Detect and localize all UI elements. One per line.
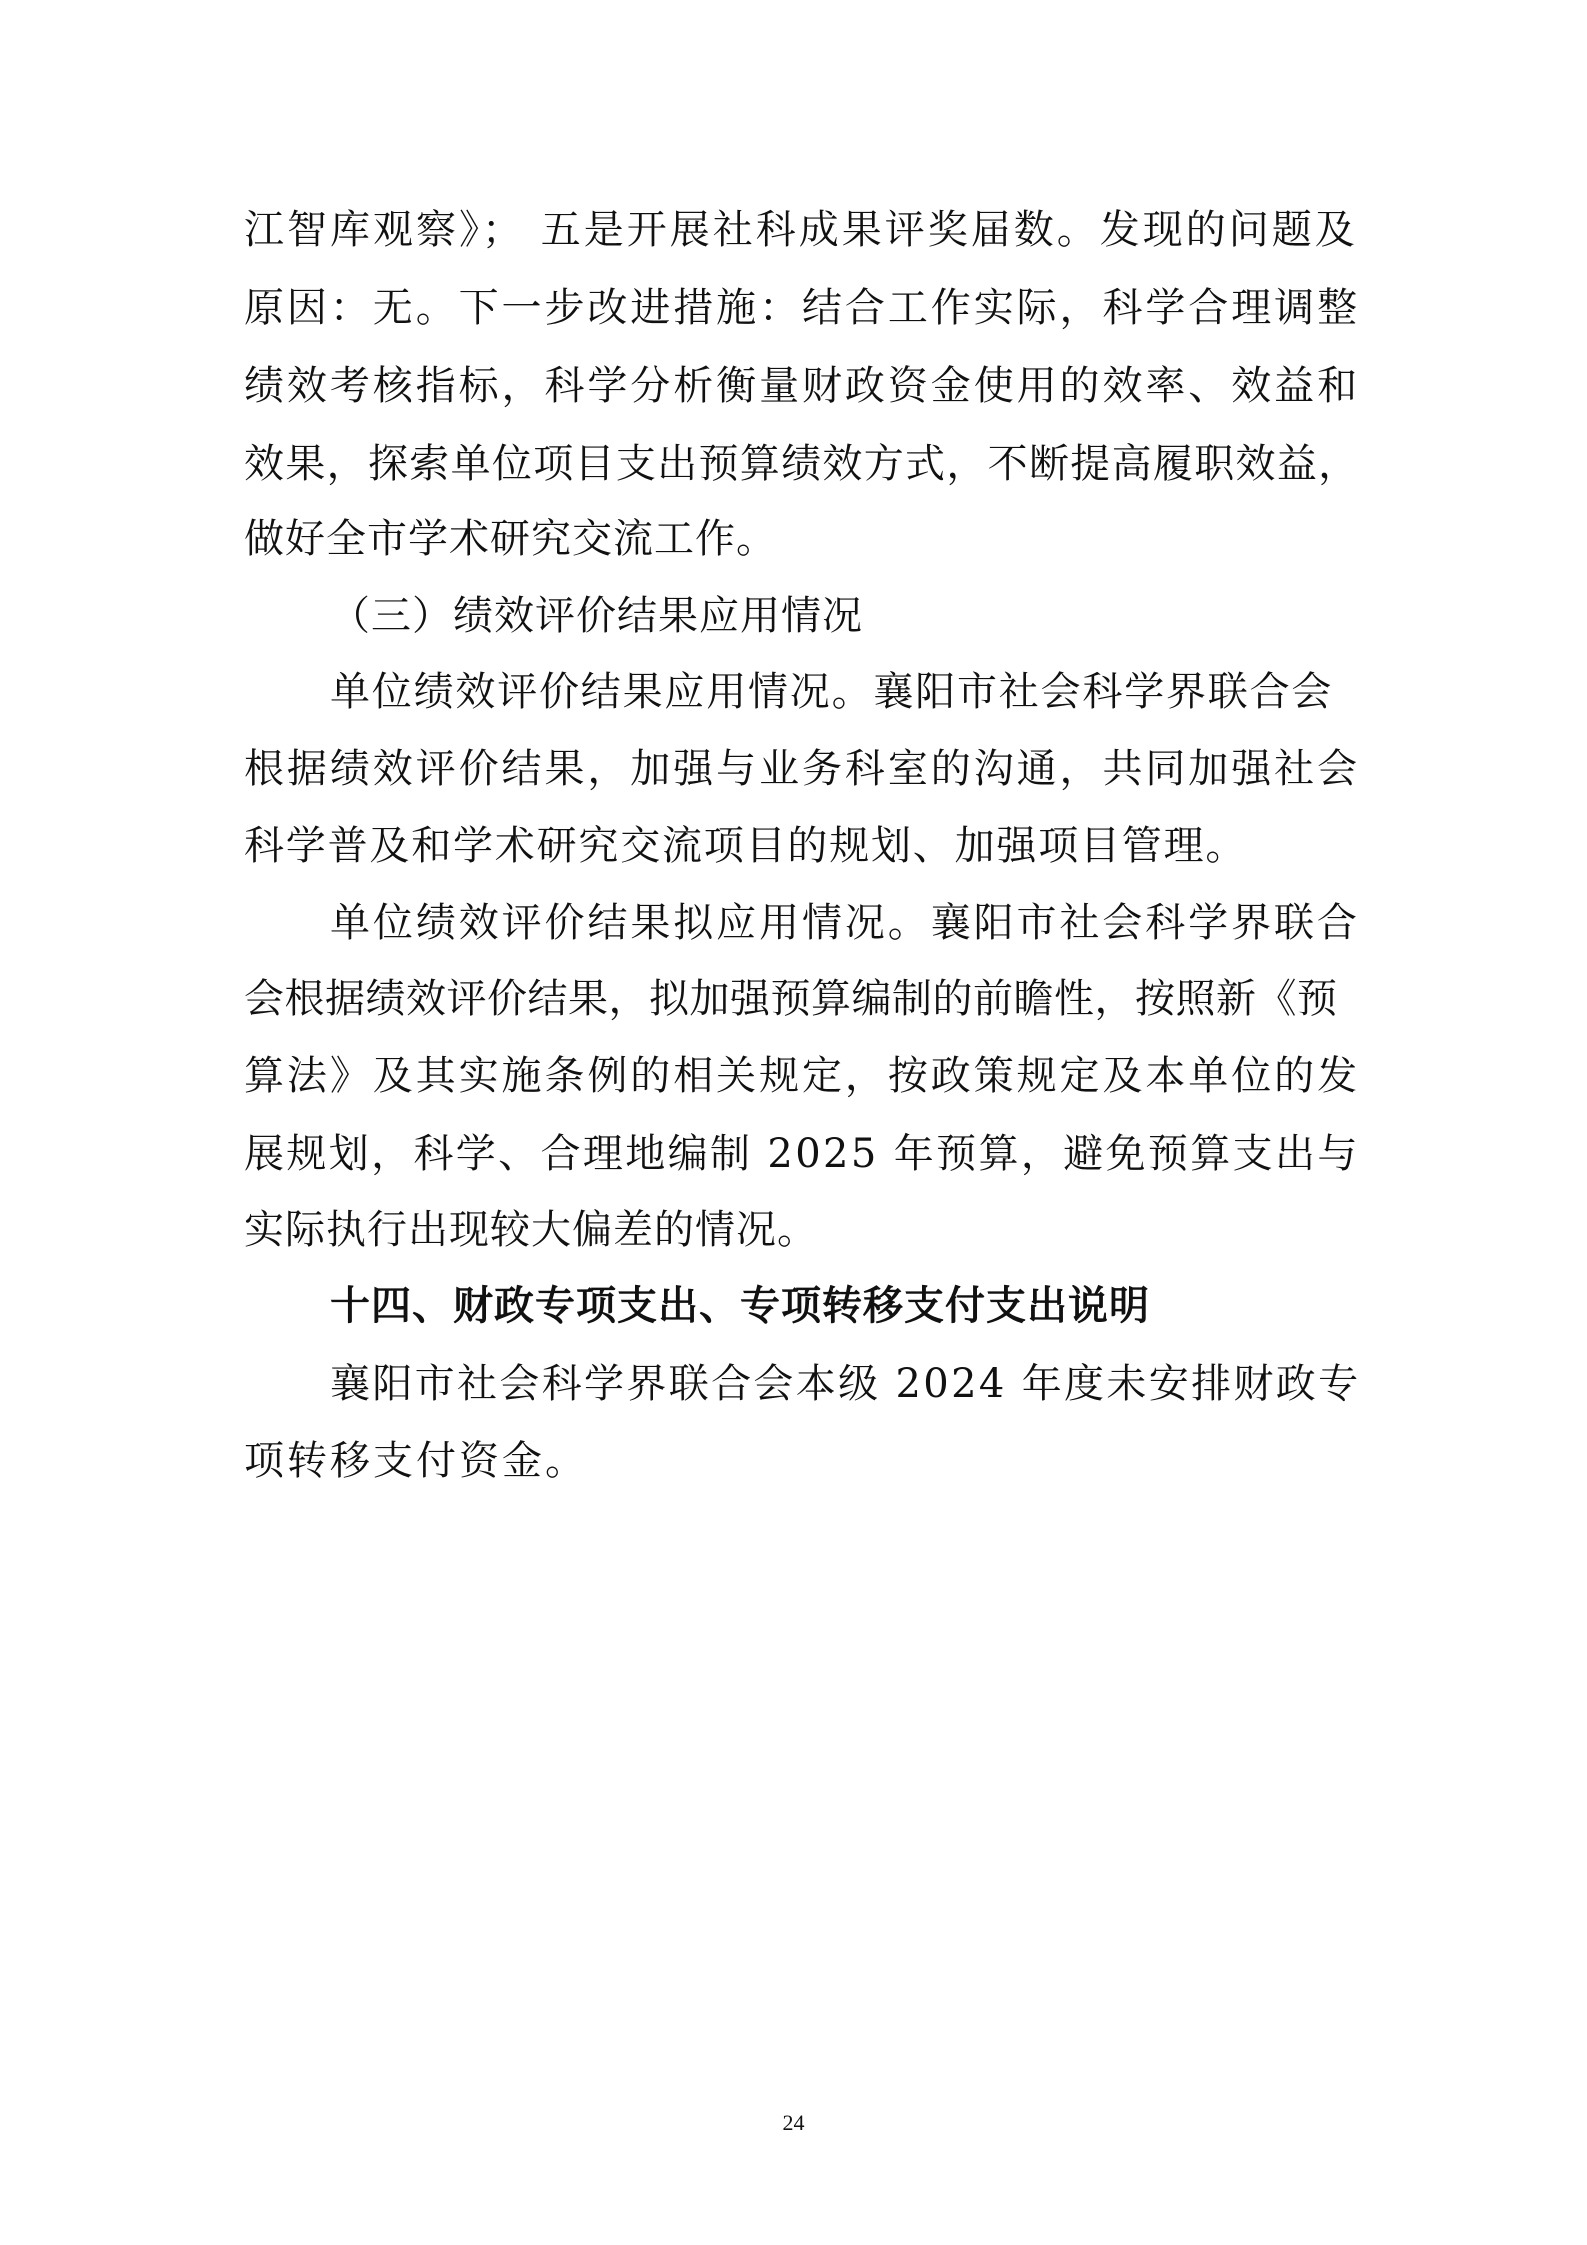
paragraph-first-line: 襄阳市社会科学界联合会本级 2024 年度未安排财政专 (330, 1361, 1361, 1407)
paragraph-first-line: 单位绩效评价结果拟应用情况。襄阳市社会科学界联合 (330, 900, 1360, 946)
section-heading: 十四、财政专项支出、专项转移支付支出说明 (330, 1283, 1150, 1329)
section-subheading: （三）绩效评价结果应用情况 (330, 593, 863, 639)
text-line: 项转移支付资金。 (244, 1438, 588, 1484)
text-line: 江智库观察》； 五是开展社科成果评奖届数。发现的问题及 (244, 207, 1358, 253)
text-line: 绩效考核指标，科学分析衡量财政资金使用的效率、效益和 (244, 363, 1360, 409)
text-line: 科学普及和学术研究交流项目的规划、加强项目管理。 (244, 823, 1248, 869)
text-line: 展规划，科学、合理地编制 2025 年预算，避免预算支出与 (244, 1131, 1360, 1177)
text-line: 会根据绩效评价结果，拟加强预算编制的前瞻性，按照新《预 (244, 976, 1338, 1022)
text-line: 原因：无。下一步改进措施：结合工作实际，科学合理调整 (244, 285, 1360, 331)
text-line: 实际执行出现较大偏差的情况。 (244, 1207, 818, 1253)
page-number: 24 (782, 2110, 805, 2135)
text-line: 算法》及其实施条例的相关规定，按政策规定及本单位的发 (244, 1053, 1360, 1099)
text-line: 根据绩效评价结果，加强与业务科室的沟通，共同加强社会 (244, 746, 1360, 792)
paragraph-first-line: 单位绩效评价结果应用情况。襄阳市社会科学界联合会 (330, 669, 1334, 715)
text-line: 做好全市学术研究交流工作。 (244, 516, 777, 562)
text-line: 效果，探索单位项目支出预算绩效方式，不断提高履职效益， (244, 441, 1360, 487)
